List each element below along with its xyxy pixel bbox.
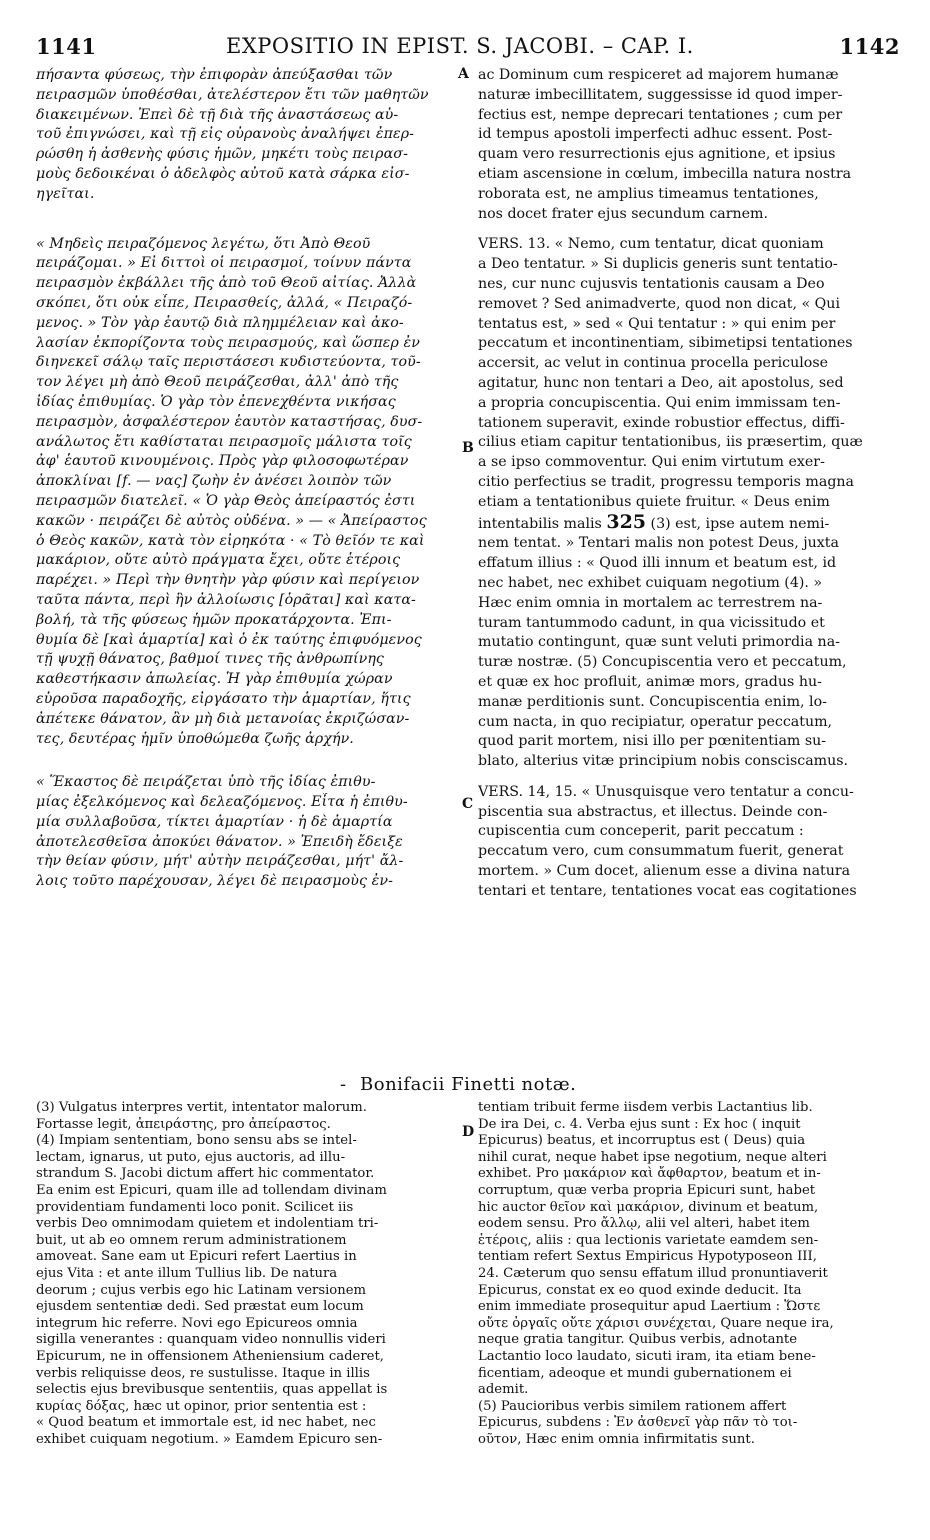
text-line: διηνεκεῖ σάλῳ ταῖς περιστάσεσι κυδιστεύοντα, τοῦ-: [36, 354, 421, 371]
text-line: etiam a tentationibus quiete fruitur. « Deus enim: [478, 493, 830, 510]
text-line: mutatio contingunt, quæ sunt veluti primordia na-: [478, 634, 840, 651]
text-line: removet ? Sed animadverte, quod non dicat, « Qui: [478, 295, 840, 312]
text-line: et quæ ex hoc profluit, animæ mors, gradus hu-: [478, 673, 822, 690]
note-line: deorum ; cujus verbis ego hic Latinam versionem: [36, 1282, 367, 1298]
text-fragment: (3) est, ipse autem nemi-: [650, 515, 830, 532]
text-line: etiam ascensione in cœlum, imbecilla natura nostra: [478, 165, 852, 182]
text-line: εὑροῦσα παραδοχῆς, εἰργάσατο τὴν ἁμαρτίαν, ἥτις: [36, 690, 411, 707]
page-number-left: 1141: [36, 34, 97, 59]
text-line: πειρασμὸν, ἀσφαλέστερον ἑαυτὸν καταστήσας, δυσ-: [36, 413, 423, 430]
notes-right-column: [478, 1100, 896, 1448]
text-line: tentari et tentare, tentationes vocat eas cogitationes: [478, 882, 857, 899]
text-line: cupiscentia cum conceperit, parit peccatum :: [478, 823, 804, 840]
text-line: παρέχει. » Περὶ τὴν θνητὴν γὰρ φύσιν καὶ περίγειον: [36, 572, 420, 589]
text-line: a Deo tentatur. » Si duplicis generis sunt tentatio-: [478, 256, 838, 273]
text-line: διακειμένων. Ἐπεὶ δὲ τῇ διὰ τῆς ἀναστάσεως αὐ-: [36, 106, 399, 123]
page-title: EXPOSITIO IN EPIST. S. JACOBI. – CAP. I.: [226, 34, 694, 58]
text-line: κακῶν · πειράζει δὲ αὐτὸς οὐδένα. » — « Ἀπείραστος: [36, 512, 427, 529]
greek-paragraph-1: [36, 66, 454, 205]
note-line: ademit.: [478, 1382, 529, 1398]
margin-marker-d: D: [462, 1124, 475, 1140]
text-line: VERS. 13. « Nemo, cum tentatur, dicat quoniam: [478, 236, 824, 253]
text-line: πειρασμὸν ἐκβάλλει τῆς ἀπὸ τοῦ Θεοῦ αἰτίας. Ἀλλὰ: [36, 275, 417, 292]
note-line: exhibet. Pro μακάριον καὶ ἄφθαρτον, beatum et in-: [478, 1166, 821, 1182]
text-line: τὴν θείαν φύσιν, μήτ' αὐτὴν πειράζεσθαι, μήτ' ἄλ-: [36, 853, 404, 870]
text-line: peccatum vero, cum consummatum fuerit, generat: [478, 843, 844, 860]
note-line: tentiam tribuit ferme iisdem verbis Lactantius lib.: [478, 1100, 813, 1115]
note-line: (3) Vulgatus interpres vertit, intentator malorum.: [36, 1100, 367, 1115]
text-line: ἰδίας ἐπιθυμίας. Ὁ γὰρ τὸν ἐπενεχθέντα νικήσας: [36, 393, 396, 410]
text-fragment: intentabilis malis: [478, 515, 602, 532]
text-line: ὁ Θεὸς κακῶν, κατὰ τὸν εἰρηκότα · « Τὸ θεῖόν τε καὶ: [36, 532, 425, 549]
note-line: Lactantio loco laudato, sicuti iram, ita etiam bene-: [478, 1348, 816, 1364]
text-line: peccatum et incontinentiam, sibimetipsi tentationes: [478, 335, 853, 352]
latin-paragraph-3: [478, 783, 896, 902]
note-line: (5) Paucioribus verbis similem rationem affert: [478, 1398, 787, 1414]
text-line: ac Dominum cum respiceret ad majorem humanæ: [478, 67, 839, 83]
text-line: ταῦτα πάντα, περὶ ἣν ἀλλοίωσις [ὁρᾶται] καὶ κατα-: [36, 591, 416, 608]
note-line: lectam, ignarus, ut puto, ejus auctoris, ad illu-: [36, 1149, 346, 1165]
notes-title: Bonifacii Finetti notæ.: [360, 1074, 577, 1095]
text-line: nes, cur nunc cujusvis tentationis causam a Deo: [478, 275, 825, 292]
text-line: Hæc enim omnia in mortalem ac terrestrem na-: [478, 594, 823, 611]
text-line-with-page-ref: [478, 513, 896, 535]
text-line: τοῦ ἐπιγνώσει, καὶ τῇ εἰς οὐρανοὺς ἀναλήψει ἐπερ-: [36, 126, 415, 143]
text-line: τον λέγει μὴ ἀπὸ Θεοῦ πειράζεσθαι, ἀλλ' ἀπὸ τῆς: [36, 374, 399, 391]
text-line: πειράζομαι. » Εἰ διττοὶ οἱ πειρασμοί, τοίνυν πάντα: [36, 255, 412, 272]
text-line: βολή, τὰ τῆς φύσεως ἡμῶν προκατάρχοντα. Ἐπι-: [36, 611, 392, 628]
greek-paragraph-3: [36, 773, 454, 892]
text-line: ρώσθη ἡ ἀσθενὴς φύσις ἡμῶν, μηκέτι τοὺς πειρασ-: [36, 146, 408, 163]
text-line: cilius etiam capitur tentationibus, iis præsertim, quæ: [478, 434, 863, 451]
text-line: id tempus apostoli imperfecti adhuc essent. Post-: [478, 126, 833, 143]
notes-dash: -: [340, 1074, 347, 1095]
note-line: Ea enim est Epicuri, quam ille ad tollendam divinam: [36, 1182, 387, 1198]
note-line: « Quod beatum et immortale est, id nec habet, nec: [36, 1415, 376, 1431]
note-line: Epicurus) beatus, et incorruptus est ( Deus) quia: [478, 1133, 806, 1149]
page-number-right: 1142: [839, 34, 900, 59]
note-line: κυρίας δόξας, hæc ut opinor, prior sententia est :: [36, 1398, 367, 1414]
text-line: blato, alterius vitæ principium nobis consciscamus.: [478, 753, 849, 770]
note-line: buit, ut ab eo omnem rerum administrationem: [36, 1232, 347, 1248]
text-line: turæ nostræ. (5) Concupiscentia vero et peccatum,: [478, 654, 847, 671]
note-line: verbis Deo omnimodam quietem et indolentiam tri-: [36, 1216, 379, 1232]
note-line: amoveat. Sane eam ut Epicuri refert Laertius in: [36, 1249, 357, 1265]
note-line: (4) Impiam sententiam, bono sensu abs se intel-: [36, 1133, 357, 1149]
note-line: corruptum, quæ verba propria Epicuri sunt, habet: [478, 1182, 816, 1198]
text-line: turam tantummodo cadunt, in qua vicissitudo et: [478, 614, 825, 631]
text-line: ἀποκλίναι [f. — νας] ζωὴν ἐν ἀνέσει λοιπὸν τῶν: [36, 473, 392, 490]
running-header: [36, 34, 900, 62]
text-line: tentatus est, » sed « Qui tentatur : » qui enim per: [478, 315, 836, 332]
note-line: De ira Dei, c. 4. Verba ejus sunt : Ex hoc ( inquit: [478, 1116, 801, 1132]
text-line: tationem superavit, exinde robustior effectus, diffi-: [478, 414, 845, 431]
text-line: nos docet frater ejus secundum carnem.: [478, 205, 769, 222]
text-line: μίας ἐξελκόμενος καὶ δελεαζόμενος. Εἶτα ἡ ἐπιθυ-: [36, 794, 408, 811]
note-line: verbis reliquisse deos, re sustulisse. Itaque in illis: [36, 1365, 370, 1381]
text-line: agitatur, hunc non tentari a Deo, ait apostolus, sed: [478, 374, 844, 391]
text-line: naturæ imbecillitatem, suggessisse id quod imper-: [478, 86, 843, 103]
note-line: Epicurus, subdens : Ἐν ἀσθενεῖ γὰρ πᾶν τὸ τοι-: [478, 1415, 798, 1431]
note-line: providentiam fundamenti loco ponit. Scilicet iis: [36, 1199, 354, 1215]
note-line: Fortasse legit, ἀπειράστης, pro ἀπείραστος.: [36, 1116, 331, 1132]
text-line: ἀφ' ἑαυτοῦ κινουμένοις. Πρὸς γὰρ φιλοσοφωτέραν: [36, 453, 409, 470]
text-line: quod parit mortem, nisi illo per pœnitentiam su-: [478, 733, 827, 750]
text-line: accersit, ac velut in continua procella periculose: [478, 355, 828, 372]
text-line: « Μηδεὶς πειραζόμενος λεγέτω, ὅτι Ἀπὸ Θεοῦ: [36, 235, 371, 252]
text-line: λοις τοῦτο παρέχουσαν, λέγει δὲ πειρασμοὺς ἐν-: [36, 873, 394, 890]
note-line: neque gratia tangitur. Quibus verbis, adnotante: [478, 1332, 798, 1348]
note-line: enim immediate prosequitur apud Laertium : Ὥστε: [478, 1299, 821, 1315]
notes-left-column: [36, 1100, 454, 1448]
text-line: μακάριον, οὔτε αὐτὸ πράγματα ἔχει, οὔτε ἑτέροις: [36, 552, 401, 569]
note-line: sigilla venerantes : quanquam video nonnullis videri: [36, 1332, 386, 1348]
note-line: exhibet cuiquam negotium. » Eamdem Epicuro sen-: [36, 1431, 383, 1447]
note-line: Epicurum, ne in offensionem Atheniensium caderet,: [36, 1348, 384, 1364]
text-line: σκόπει, ὅτι οὐκ εἶπε, Πειρασθείς, ἀλλά, « Πειραζό-: [36, 294, 413, 311]
text-line: fectius est, nempe deprecari tentationes ; cum per: [478, 106, 843, 123]
text-line: citio perfectius se tradit, progressu temporis magna: [478, 473, 855, 490]
text-line: πειρασμῶν διατελεῖ. « Ὁ γὰρ Θεὸς ἀπείραστός ἐστι: [36, 492, 416, 509]
note-line: Epicurus, constat ex eo quod exinde deducit. Ita: [478, 1282, 802, 1298]
text-line: manæ perditionis sunt. Concupiscentia enim, lo-: [478, 693, 827, 710]
note-line: οῦτον, Hæc enim omnia infirmitatis sunt.: [478, 1431, 755, 1447]
page-reference: 325: [606, 512, 647, 533]
text-line: μία συλλαβοῦσα, τίκτει ἁμαρτίαν · ἡ δὲ ἁμαρτία: [36, 813, 393, 830]
text-line: nec habet, nec exhibet cuiquam negotium (4). »: [478, 574, 823, 591]
text-line: καθεστήκασιν ἀπωλείας. Ἡ γὰρ ἐπιθυμία χώραν: [36, 671, 393, 688]
greek-column: [36, 66, 454, 903]
text-line: τες, δευτέρας ἡμῖν ὑποθώμεθα ζωῆς ἀρχήν.: [36, 730, 354, 747]
text-line: VERS. 14, 15. « Unusquisque vero tentatur a concu-: [478, 783, 854, 800]
latin-paragraph-1: [478, 66, 896, 224]
text-line: a propria concupiscentia. Qui enim immissam ten-: [478, 394, 841, 411]
margin-marker-c: C: [462, 796, 474, 812]
note-line: eodem sensu. Pro ἄλλῳ, alii vel alteri, habet item: [478, 1216, 810, 1232]
text-line: μοὺς δεδοικέναι ὁ ἀδελφὸς αὐτοῦ κατὰ σάρκα εἰσ-: [36, 165, 410, 182]
text-line: θυμία δὲ [καὶ ἁμαρτία] καὶ ὁ ἐκ ταύτης ἐπιφυόμενος: [36, 631, 422, 648]
text-line: roborata est, ne amplius timeamus tentationes,: [478, 185, 819, 202]
note-line: nihil curat, neque habet ipse negotium, neque alteri: [478, 1149, 827, 1165]
note-line: integrum hic referre. Novi ego Epicureos omnia: [36, 1315, 358, 1331]
note-line: hic auctor θεῖον καὶ μακάριον, divinum et beatum,: [478, 1199, 819, 1215]
text-line: λασίαν ἐκπορίζοντα τοὺς πειρασμούς, καὶ ὥσπερ ἐν: [36, 334, 420, 351]
text-line: « Ἕκαστος δὲ πειράζεται ὑπὸ τῆς ἰδίας ἐπιθυ-: [36, 774, 376, 791]
text-line: ανάλωτος ἔτι καθίσταται πειρασμοῖς μάλιστα τοῖς: [36, 433, 412, 450]
text-line: effatum illius : « Quod illi innum et beatum est, id: [478, 555, 837, 572]
margin-marker-a: A: [458, 66, 469, 82]
text-line: a se ipso commoventur. Qui enim virtutum exer-: [478, 454, 825, 471]
note-line: tentiam refert Sextus Empiricus Hypotyposeon III,: [478, 1249, 817, 1265]
text-line: ἀποτελεσθεῖσα ἀποκύει θάνατον. » Ἐπειδὴ ἔδειξε: [36, 833, 403, 850]
note-line: ficentiam, adeoque et mundi gubernationem ei: [478, 1365, 792, 1381]
latin-column: [478, 66, 896, 913]
note-line: οὔτε ὀργαῖς οὔτε χάρισι συνέχεται, Quare neque ira,: [478, 1315, 834, 1331]
greek-paragraph-2: [36, 235, 454, 750]
text-line: quam vero resurrectionis ejus agnitione, et ipsius: [478, 146, 836, 163]
note-line: ejusdem sententiæ dedi. Sed præstat eum locum: [36, 1299, 364, 1315]
text-line: μενος. » Τὸν γὰρ ἑαυτῷ διὰ πλημμέλειαν καὶ ἀκο-: [36, 314, 404, 331]
text-line: τῇ ψυχῇ θάνατος, βαθμοί τινες τῆς ἀνθρωπίνης: [36, 651, 384, 668]
text-line: πειρασμῶν ὑποθέσθαι, ἀτελέστερον ἔτι τῶν μαθητῶν: [36, 86, 429, 103]
text-line: nem tentat. » Tentari malis non potest Deus, juxta: [478, 535, 839, 552]
latin-paragraph-2: [478, 235, 896, 772]
note-line: selectis ejus brevibusque sententiis, quas appellat is: [36, 1382, 388, 1398]
text-line: ηγεῖται.: [36, 185, 95, 202]
text-line: ἀπέτεκε θάνατον, ἂν μὴ διὰ μετανοίας ἐκριζώσαν-: [36, 710, 410, 727]
text-line: πήσαντα φύσεως, τὴν ἐπιφορὰν ἀπεύξασθαι τῶν: [36, 67, 393, 83]
text-line: mortem. » Cum docet, alienum esse a divina natura: [478, 863, 851, 880]
note-line: ejus Vita : et ante illum Tullius lib. De natura: [36, 1265, 338, 1281]
text-line: cum nacta, in quo recipiatur, operatur peccatum,: [478, 713, 833, 730]
margin-marker-b: B: [462, 440, 474, 456]
note-line: ἑτέροις, aliis : qua lectionis varietate eamdem sen-: [478, 1232, 819, 1248]
note-line: 24. Cæterum quo sensu effatum illud pronuntiaverit: [478, 1265, 828, 1281]
text-line: piscentia sua abstractus, et illectus. Deinde con-: [478, 803, 828, 820]
note-line: strandum S. Jacobi dictum affert hic commentator.: [36, 1166, 375, 1182]
